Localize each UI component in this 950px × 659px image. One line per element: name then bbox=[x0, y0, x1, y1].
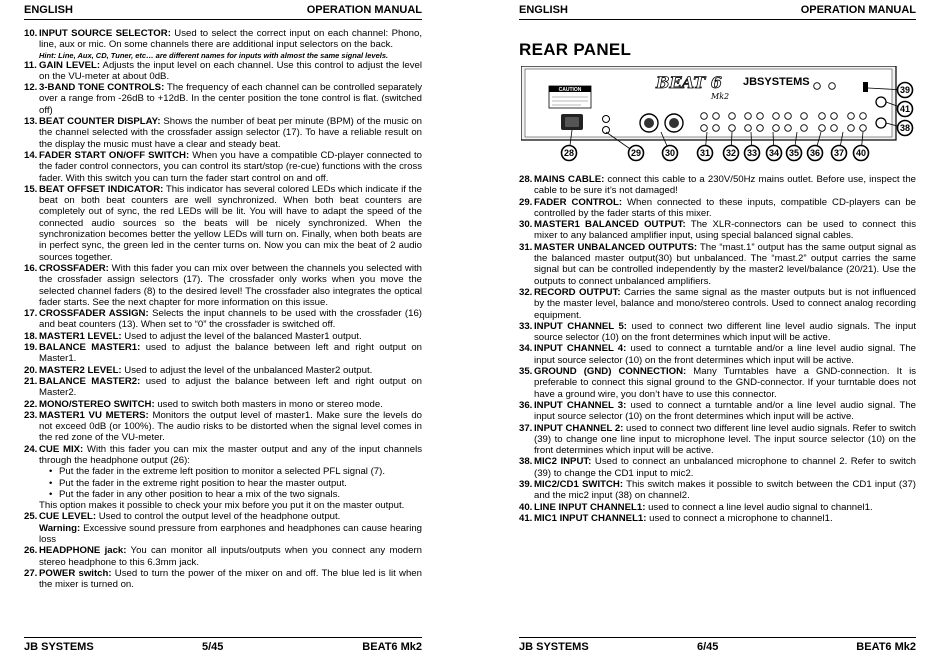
item-description: Used to adjust the level of the unbalanced Master2 output. bbox=[121, 364, 373, 376]
item-title: LINE INPUT CHANNEL1: bbox=[534, 501, 646, 513]
fader-control-jack-icon bbox=[603, 116, 610, 123]
footer-model: BEAT6 Mk2 bbox=[362, 641, 422, 653]
header-language: ENGLISH bbox=[24, 4, 73, 16]
item-number: 37. bbox=[519, 422, 533, 434]
bullet-list bbox=[39, 466, 422, 500]
item-number: 18. bbox=[24, 330, 38, 342]
item-description: connect this cable to a 230V/50Hz mains outlet. Before use, inspect the cable to be sure it’s not damaged! bbox=[534, 174, 916, 197]
callout-number: 28 bbox=[563, 148, 575, 159]
model-logo: BEAT 6 bbox=[656, 73, 722, 92]
list-item bbox=[24, 150, 422, 184]
item-title: 3-BAND TONE CONTROLS: bbox=[39, 82, 165, 94]
item-number: 22. bbox=[24, 398, 38, 410]
item-hint: Hint: Line, Aux, CD, Tuner, etc… are different names for inputs with almost the same signal levels. bbox=[39, 50, 389, 60]
callout-number: 34 bbox=[768, 148, 780, 159]
item-description: Used to select the correct input on each channel: Phono, line, aux or mic. On some channels there are additional input selectors on the back. bbox=[39, 28, 422, 51]
item-text bbox=[534, 174, 916, 197]
item-description: Used to control the output level of the headphone output. bbox=[96, 511, 341, 523]
item-description: Many Turntables have a GND-connection. It is preferable to connect this signal ground to the GND-connector. If your turntable does not have a ground wire, you don’t have to use this connector. bbox=[534, 366, 916, 400]
bullet-item: • Put the fader in the extreme right position to hear the master output. bbox=[49, 478, 422, 489]
header-title: OPERATION MANUAL bbox=[306, 4, 422, 16]
item-number: 24. bbox=[24, 443, 38, 455]
item-text bbox=[39, 184, 422, 263]
item-description: used to connect two different line level audio signals. Refer to switch (39) to change one line input to microphone level. The input source selector (10) on the front determines which input will be active. bbox=[534, 422, 916, 457]
callout-number: 35 bbox=[788, 148, 800, 159]
footer-brand: JB SYSTEMS bbox=[24, 641, 94, 653]
item-text bbox=[39, 60, 422, 83]
list-item bbox=[24, 28, 422, 60]
item-number: 38. bbox=[519, 456, 533, 468]
item-number: 23. bbox=[24, 409, 38, 421]
item-title: GROUND (GND) CONNECTION: bbox=[534, 366, 687, 378]
header-title: OPERATION MANUAL bbox=[800, 4, 916, 16]
item-text bbox=[534, 242, 916, 287]
item-description: This indicator has several colored LEDs which indicate if the beat on both beat counters are well synchronized. When both beat counters are completely out of sync, the red LEDs will be lit. You will have to adapt the speed of the connected audio sources so the beats will be nicely synchronized. When the synchronization becomes better the yellow LEDs will turn on. Finally, when both beats are in perfect sync, the green led in the center turns on. Now you can mix the beat of 2 audio sources together. bbox=[39, 183, 422, 263]
item-text bbox=[39, 150, 422, 184]
mic-jack-icon bbox=[876, 118, 886, 128]
list-item bbox=[519, 219, 916, 242]
item-description: used to connect a turntable and/or a line level audio signal. The input source selector (10) on the front determines which input will be active. bbox=[534, 343, 916, 366]
item-number: 41. bbox=[519, 512, 533, 524]
item-text bbox=[39, 331, 422, 342]
item-description: Carries the same signal as the master outputs but is not influenced by the master level, balance and mono/stereo controls. Used to connect analog recording equipment. bbox=[534, 286, 917, 321]
item-description: Adjusts the input level on each channel. Use this control to adjust the level on the VU-meter at about 0dB. bbox=[39, 59, 422, 82]
bullet-item: • Put the fader in any other position to hear a mix of the two signals. bbox=[49, 489, 422, 500]
left-page bbox=[24, 0, 422, 659]
mic-jack-icon bbox=[876, 97, 886, 107]
warning-text: Excessive sound pressure from earphones and headphones can cause hearing loss bbox=[39, 522, 422, 546]
item-description: The “mast.1” output has the same output signal as the balanced master output(30) but unbalanced. The “mast.2” output carries the same signal but can be controlled independently by the master2 level/balance (20/21). Use the outputs to connect unbalanced amplifiers. bbox=[534, 241, 916, 287]
item-description: Monitors the output level of master1. Make sure the levels do not exceed 0dB (or 100%). The audio risks to be distorted when the signal level comes in the red zone of the VU-meter. bbox=[39, 409, 422, 444]
item-title: BEAT OFFSET INDICATOR: bbox=[39, 183, 164, 195]
item-description: used to connect a line level audio signal to channel1. bbox=[645, 501, 873, 513]
list-item bbox=[24, 376, 422, 399]
item-title: MAINS CABLE: bbox=[534, 174, 605, 185]
item-text bbox=[534, 479, 916, 502]
footer-page-number: 5/45 bbox=[202, 641, 224, 653]
item-title: INPUT CHANNEL 5: bbox=[534, 320, 628, 332]
brand-logo: JBSYSTEMS bbox=[743, 76, 810, 88]
item-number: 35. bbox=[519, 366, 533, 378]
item-description: used to connect two different line level audio signals. The input source selector (10) on the front determines which input will be active. bbox=[534, 320, 916, 344]
right-page bbox=[519, 0, 916, 659]
list-item bbox=[519, 366, 916, 400]
list-item bbox=[24, 331, 422, 342]
item-description: You can monitor all inputs/outputs when you connect any modern stereo headphone to this 6.3mm jack. bbox=[39, 545, 422, 568]
item-number: 14. bbox=[24, 149, 38, 161]
item-text bbox=[39, 82, 422, 116]
item-number: 27. bbox=[24, 567, 38, 579]
item-text bbox=[534, 219, 916, 242]
item-number: 30. bbox=[519, 219, 533, 231]
item-title: RECORD OUTPUT: bbox=[534, 286, 621, 298]
item-note: This option makes it possible to check your mix before you put it on the master output. bbox=[39, 500, 405, 512]
callout-number: 29 bbox=[630, 148, 642, 159]
item-number: 40. bbox=[519, 501, 533, 513]
item-title: INPUT CHANNEL 3: bbox=[534, 399, 627, 411]
right-item-list bbox=[519, 174, 916, 524]
item-text bbox=[534, 513, 916, 524]
page-footer bbox=[24, 637, 422, 654]
item-text bbox=[39, 568, 422, 591]
item-text bbox=[534, 423, 916, 457]
list-item bbox=[24, 184, 422, 263]
list-item bbox=[519, 456, 916, 479]
page-header bbox=[519, 3, 916, 20]
item-title: BEAT COUNTER DISPLAY: bbox=[39, 116, 161, 128]
item-description: used to connect a microphone to channel1. bbox=[646, 512, 833, 524]
item-description: The XLR-connectors can be used to connect this mixer to any balanced amplifier input, using special balanced signal cables. bbox=[534, 219, 916, 242]
callout-number: 36 bbox=[809, 148, 821, 159]
page-footer bbox=[519, 637, 916, 654]
callout-number: 32 bbox=[725, 148, 737, 159]
item-title: INPUT CHANNEL 2: bbox=[534, 422, 624, 434]
item-title: BALANCE MASTER2: bbox=[39, 375, 141, 387]
item-number: 21. bbox=[24, 375, 38, 387]
item-number: 17. bbox=[24, 308, 38, 320]
caution-text: CAUTION bbox=[558, 87, 582, 93]
list-item bbox=[519, 513, 916, 524]
list-item bbox=[24, 308, 422, 331]
item-description: Used to adjust the level of the balanced Master1 output. bbox=[121, 330, 362, 342]
list-item bbox=[24, 399, 422, 410]
item-title: CUE LEVEL: bbox=[39, 511, 97, 523]
item-title: HEADPHONE jack: bbox=[39, 545, 127, 557]
list-item bbox=[24, 365, 422, 376]
item-text bbox=[534, 321, 916, 344]
item-text bbox=[39, 365, 422, 376]
item-text bbox=[534, 502, 916, 513]
item-text bbox=[534, 400, 916, 423]
list-item bbox=[519, 197, 916, 220]
item-title: CROSSFADER: bbox=[39, 262, 109, 274]
item-number: 33. bbox=[519, 320, 533, 332]
callout-number: 39 bbox=[899, 85, 911, 96]
list-item bbox=[519, 242, 916, 287]
item-number: 19. bbox=[24, 342, 38, 354]
item-number: 13. bbox=[24, 116, 38, 128]
item-description: When connected to these inputs, compatible CD-players can be controlled by the fader starts of this mixer. bbox=[534, 196, 916, 219]
item-title: INPUT SOURCE SELECTOR: bbox=[39, 28, 171, 39]
list-item bbox=[24, 444, 422, 512]
list-item bbox=[24, 545, 422, 568]
item-text bbox=[534, 456, 916, 479]
mic2-cd1-switch-icon bbox=[863, 82, 868, 92]
item-title: POWER switch: bbox=[39, 567, 112, 579]
rear-panel-diagram bbox=[521, 66, 914, 162]
model-suffix: Mk2 bbox=[711, 92, 730, 101]
item-number: 26. bbox=[24, 545, 38, 557]
list-item bbox=[24, 511, 422, 545]
list-item bbox=[519, 423, 916, 457]
callout-number: 40 bbox=[855, 148, 867, 159]
footer-page-number: 6/45 bbox=[697, 641, 719, 653]
item-description: With this fader you can mix over between the channels you selected with the crossfader assign selectors (17). The crossfader only works when you move the selected channel faders (8) to the desired level! The crossfader also integrates the optical fader starts. See the next chapter for more information on this issue. bbox=[39, 262, 422, 308]
section-title: REAR PANEL bbox=[519, 40, 632, 59]
item-title: BALANCE MASTER1: bbox=[39, 342, 141, 354]
item-description: With this fader you can mix the master output and any of the input channels through the headphone output (26): bbox=[39, 443, 423, 466]
item-text bbox=[39, 399, 422, 410]
item-description: used to connect a turntable and/or a line level audio signal. The input source selector (10) on the front determines which input will be active. bbox=[534, 399, 916, 423]
item-description: The frequency of each channel can be controlled separately over a range from -26dB to +12dB. In the center position the tone control is flat. (switched off) bbox=[39, 82, 422, 116]
item-text bbox=[39, 410, 422, 444]
bullet-item: • Put the fader in the extreme left position to monitor a selected PFL signal (7). bbox=[49, 466, 422, 477]
item-text bbox=[534, 287, 916, 321]
callout-number: 37 bbox=[833, 148, 845, 159]
item-description: When you have a compatible CD-player connected to the fader control connectors, you can control its start/stop (re-cue) functions with the cross fader. With this switch you can turn the fader start control on and off. bbox=[39, 149, 423, 184]
item-text bbox=[39, 263, 422, 308]
list-item bbox=[519, 287, 916, 321]
item-number: 34. bbox=[519, 343, 533, 355]
list-item bbox=[24, 263, 422, 308]
item-text bbox=[534, 197, 916, 220]
footer-model: BEAT6 Mk2 bbox=[856, 641, 916, 653]
item-text bbox=[39, 342, 422, 365]
item-description: Used to connect an unbalanced microphone to channel 2. Refer to switch (39) to change the CD1 input to mic2. bbox=[534, 456, 916, 479]
page-header bbox=[24, 3, 422, 20]
list-item bbox=[519, 343, 916, 366]
left-item-list bbox=[24, 28, 422, 591]
item-title: MIC2/CD1 SWITCH: bbox=[534, 479, 624, 491]
list-item bbox=[24, 82, 422, 116]
item-text bbox=[39, 545, 422, 568]
item-text bbox=[39, 444, 422, 512]
item-number: 29. bbox=[519, 196, 533, 208]
item-title: FADER CONTROL: bbox=[534, 196, 623, 208]
callout-number: 30 bbox=[664, 148, 676, 159]
list-item bbox=[24, 342, 422, 365]
item-text bbox=[39, 308, 422, 331]
item-text bbox=[39, 116, 422, 150]
callout-number: 38 bbox=[899, 123, 911, 134]
item-description: This switch makes it possible to switch between the CD1 input (37) and the mic2 input (38) on channel2. bbox=[534, 479, 916, 502]
callout-number: 33 bbox=[746, 148, 758, 159]
item-title: MASTER2 LEVEL: bbox=[39, 364, 122, 376]
item-number: 39. bbox=[519, 479, 533, 491]
footer-brand: JB SYSTEMS bbox=[519, 641, 589, 653]
item-warning bbox=[39, 523, 422, 546]
item-title: MASTER UNBALANCED OUTPUTS: bbox=[534, 241, 698, 253]
list-item bbox=[519, 321, 916, 344]
item-title: MASTER1 LEVEL: bbox=[39, 330, 122, 342]
item-title: MIC1 INPUT CHANNEL1: bbox=[534, 512, 647, 524]
item-title: MIC2 INPUT: bbox=[534, 456, 592, 468]
item-text bbox=[39, 511, 422, 545]
list-item bbox=[24, 60, 422, 83]
callout-number: 31 bbox=[699, 148, 711, 159]
item-description: Selects the input channels to be used with the crossfader (16) and beat counters (13). When set to “0” the crossfader is switched off. bbox=[39, 308, 422, 331]
item-text bbox=[39, 28, 422, 60]
item-number: 36. bbox=[519, 399, 533, 411]
item-title: MASTER1 VU METERS: bbox=[39, 409, 149, 421]
item-number: 25. bbox=[24, 511, 38, 523]
item-title: GAIN LEVEL: bbox=[39, 59, 101, 71]
item-title: CROSSFADER ASSIGN: bbox=[39, 308, 149, 320]
item-title: MASTER1 BALANCED OUTPUT: bbox=[534, 219, 686, 231]
item-number: 31. bbox=[519, 241, 533, 253]
item-number: 32. bbox=[519, 286, 533, 298]
item-number: 11. bbox=[24, 59, 37, 71]
item-title: FADER START ON/OFF SWITCH: bbox=[39, 149, 190, 161]
item-number: 15. bbox=[24, 183, 38, 195]
item-title: INPUT CHANNEL 4: bbox=[534, 343, 627, 355]
list-item bbox=[24, 116, 422, 150]
item-number: 20. bbox=[24, 364, 38, 376]
list-item bbox=[519, 479, 916, 502]
list-item bbox=[24, 568, 422, 591]
item-description: used to adjust the balance between left and right output on Master2. bbox=[39, 375, 422, 399]
item-number: 28. bbox=[519, 174, 533, 185]
item-text bbox=[534, 366, 916, 400]
item-number: 16. bbox=[24, 262, 38, 274]
list-item bbox=[519, 400, 916, 423]
item-number: 12. bbox=[24, 82, 38, 94]
warning-label: Warning: bbox=[39, 522, 81, 534]
item-description: Shows the number of beat per minute (BPM) of the music on the channel selected with the crossfader assign selector (17). To have a reliable result on the display the music must have a clear and steady beat. bbox=[39, 116, 422, 150]
list-item bbox=[519, 502, 916, 513]
header-language: ENGLISH bbox=[519, 4, 568, 16]
item-text bbox=[39, 376, 422, 399]
rca-jack-icon bbox=[829, 83, 836, 90]
item-number: 10. bbox=[24, 28, 38, 39]
callout-number: 41 bbox=[899, 104, 911, 115]
item-title: CUE MIX: bbox=[39, 443, 84, 455]
rca-jack-icon bbox=[814, 83, 821, 90]
item-description: used to adjust the balance between left and right output on Master1. bbox=[39, 342, 422, 365]
item-description: used to switch both masters in mono or stereo mode. bbox=[154, 398, 383, 410]
list-item bbox=[24, 410, 422, 444]
item-title: MONO/STEREO SWITCH: bbox=[39, 398, 155, 410]
list-item bbox=[519, 174, 916, 197]
item-text bbox=[534, 343, 916, 366]
item-description: Used to turn the power of the mixer on and off. The blue led is lit when the mixer is turned on. bbox=[39, 567, 422, 591]
